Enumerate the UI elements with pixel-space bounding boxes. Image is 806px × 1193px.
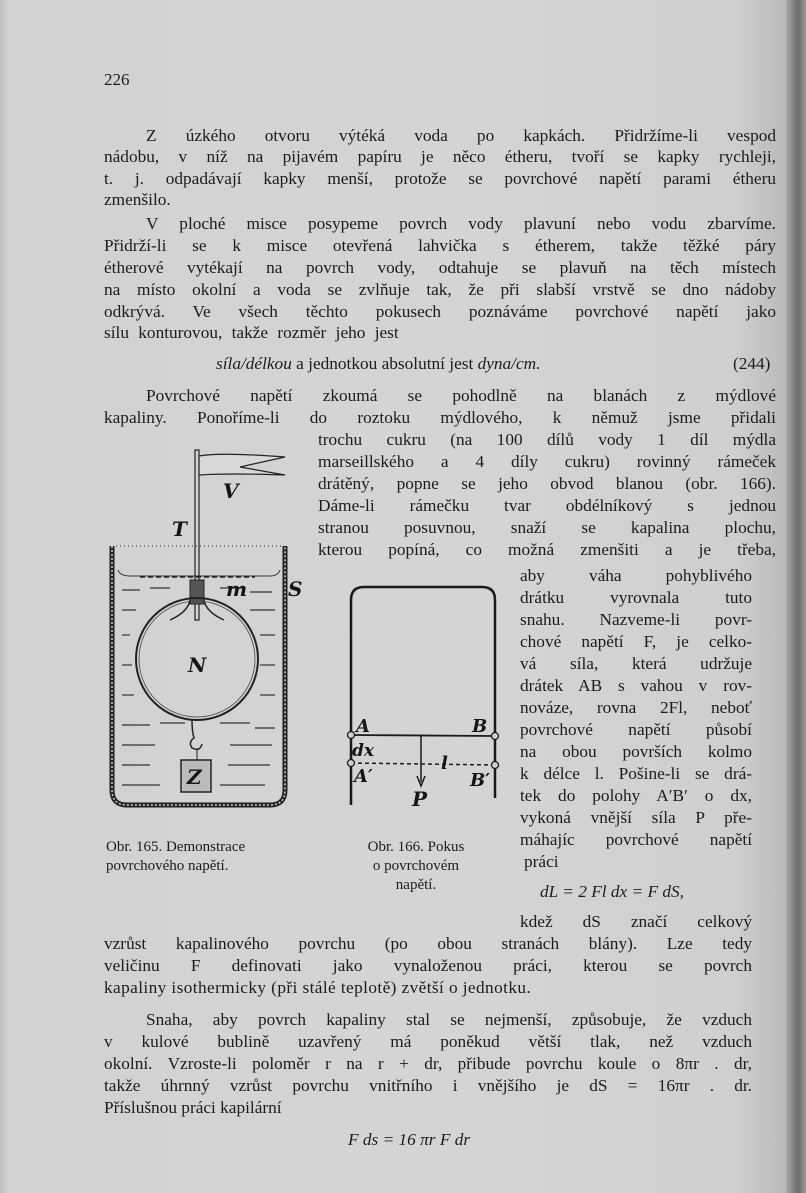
text-line: vykoná vnější síla P pře-: [520, 808, 752, 827]
text-line: veličinu F definovati jako vynaloženou práci, kterou se povrch: [104, 956, 752, 975]
page-number: 226: [104, 70, 130, 89]
text-line: V ploché misce posypeme povrch vody plavuní nebo vodu zbarvíme.: [146, 214, 776, 233]
label-P: P: [412, 787, 428, 811]
text-line: marseillského a 4 díly cukru) rovinný rámeček: [318, 452, 776, 471]
label-A-prime: A′: [354, 766, 373, 787]
text-line: povrchové napětí působí: [520, 720, 752, 739]
equation-unit: dyna/cm.: [477, 354, 541, 373]
label-S: S: [288, 577, 303, 601]
text-line: kdež dS značí celkový: [520, 912, 752, 931]
equation-dL: dL = 2 Fl dx = F dS,: [540, 882, 684, 901]
text-line: vá síla, která udržuje: [520, 654, 752, 673]
equation-244: [216, 354, 540, 374]
label-B-prime: B′: [470, 770, 490, 791]
text-line: Přidrží-li se k misce otevřená lahvička s étherem, takže těžké páry: [104, 236, 776, 255]
text-line: Příslušnou práci kapilární: [104, 1098, 282, 1117]
text-line: aby váha pohyblivého: [520, 566, 752, 585]
text-line: práci: [524, 852, 559, 871]
label-m: m: [226, 577, 248, 601]
text-line: étherové vytékají na povrch vody, odtahuje se plavuň na těch místech: [104, 258, 776, 277]
caption-line: napětí.: [395, 877, 437, 893]
equation-final: F ds = 16 πr F dr: [348, 1130, 471, 1149]
text-line: tek do polohy A′B′ o dx,: [520, 786, 752, 805]
figure-166-wire-frame: [330, 580, 510, 820]
text-line: nováze, rovna 2Fl, neboť: [520, 698, 752, 717]
text-line: Snaha, aby povrch kapaliny stal se nejmenší, způsobuje, že vzduch: [146, 1010, 752, 1029]
text-line: odkrývá. Ve všech těchto pokusech poznáváme povrchové napětí jako: [104, 302, 776, 321]
text-line: na obou površích kolmo: [520, 742, 752, 761]
text-line: nádobu, v níž na pijavém papíru je něco étheru, tvoří se kapky rychleji,: [104, 147, 776, 166]
text-line: drátek AB s vahou v rov-: [520, 676, 752, 695]
text-line: drátku vyrovnala tuto: [520, 588, 752, 607]
text-line: k délce l. Pošine-li se drá-: [520, 764, 752, 783]
caption-line: povrchového napětí.: [106, 858, 229, 874]
text-line: Povrchové napětí zkoumá se pohodlně na blanách z mýdlové: [146, 386, 776, 405]
page-edge-shadow: [786, 0, 806, 1193]
label-l: l: [441, 753, 448, 774]
caption-line: Obr. 165. Demonstrace: [106, 839, 246, 855]
label-V: V: [223, 479, 239, 503]
text-line: kterou popíná, co možná zmenšiti a je třeba,: [318, 540, 776, 559]
text-line: na místo okolní a voda se zvlňuje tak, že při slabší vrstvě se dno nádoby: [104, 280, 776, 299]
text-line: máhajíc povrchové napětí: [520, 830, 752, 849]
caption-line: Obr. 166. Pokus: [367, 839, 465, 855]
text-line: trochu cukru (na 100 dílů vody 1 díl mýdla: [318, 430, 776, 449]
label-T: T: [172, 517, 187, 541]
text-line: kapaliny. Ponoříme-li do roztoku mýdlového, k němuž jsme přidali: [104, 408, 776, 427]
figure-165-caption: [106, 838, 245, 876]
text-line: takže úhrnný vzrůst povrchu vnitřního i vnějšího je dS = 16πr . dr.: [104, 1076, 752, 1095]
label-dx: dx: [352, 741, 375, 761]
label-Z: Z: [187, 765, 202, 789]
text-line: drátěný, popne se jeho obvod blanou (obr. 166).: [318, 474, 776, 493]
text-line: kapaliny isothermicky (při stálé teplotě) zvětší o jednotku.: [104, 978, 532, 997]
label-A: A: [356, 716, 370, 737]
text-line: vzrůst kapalinového povrchu (po obou stranách blány). Lze tedy: [104, 934, 752, 953]
label-N: N: [188, 653, 207, 677]
text-line: Z úzkého otvoru výtéká voda po kapkách. Přidržíme-li vespod: [146, 126, 776, 145]
figure-165-soap-bubble-apparatus: [100, 440, 320, 820]
text-line: t. j. odpadávají kapky menší, protože se povrchové napětí parami étheru: [104, 169, 776, 188]
text-line: Dáme-li rámečku tvar obdélníkový s jednou: [318, 496, 776, 515]
text-line: stranou posuvnou, snaží se kapalina plochu,: [318, 518, 776, 537]
equation-number: (244): [733, 354, 771, 373]
text-line: v kulové bublině uzavřený má poněkud větší tlak, než vzduch: [104, 1032, 752, 1051]
text-line: okolní. Vzroste-li poloměr r na r + dr, přibude povrchu koule o 8πr . dr,: [104, 1054, 752, 1073]
equation-lhs: síla/délkou: [216, 354, 292, 373]
label-B: B: [472, 716, 488, 737]
text-line: snahu. Nazveme-li povr-: [520, 610, 752, 629]
figure-166-caption: [336, 838, 496, 895]
caption-line: o povrchovém: [372, 858, 460, 874]
text-line: zmenšilo.: [104, 190, 171, 209]
equation-middle: a jednotkou absolutní jest: [291, 354, 478, 373]
text-line: sílu konturovou, takže rozměr jeho jest: [104, 323, 399, 342]
text-line: chové napětí F, je celko-: [520, 632, 752, 651]
